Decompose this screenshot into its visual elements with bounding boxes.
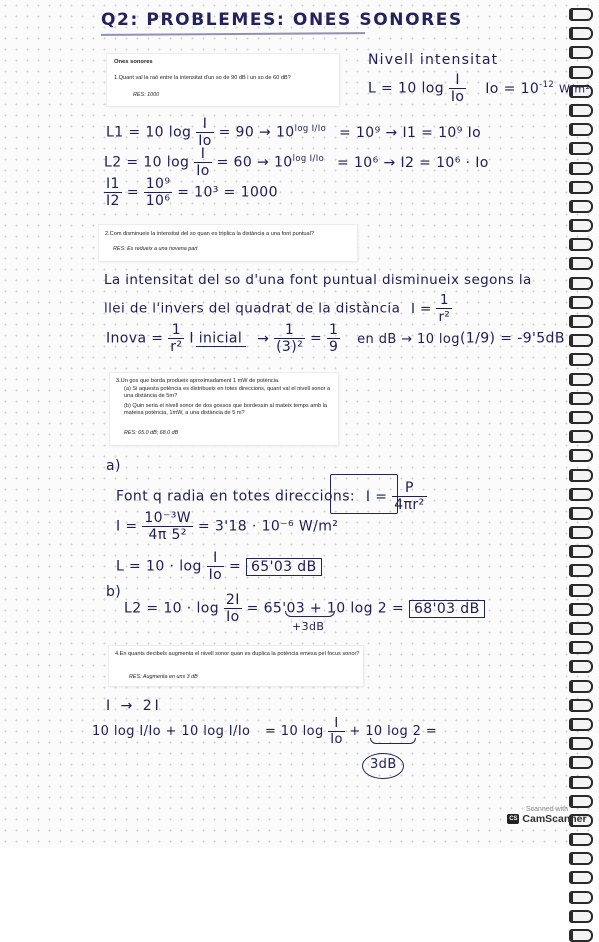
spiral-binding (569, 8, 595, 798)
nivell-fraction (449, 72, 467, 105)
camscanner-brand (505, 813, 589, 825)
l-result: 65'03 dB (246, 558, 322, 576)
work3-l: L = 10 · log $\frac{I}{Io}$ = 65'03 dB (116, 550, 322, 583)
inova-num: 1 (168, 322, 184, 339)
problem-2-card (99, 225, 357, 261)
camscanner-watermark (505, 806, 589, 836)
problem-1-answer: RES: 1000 (133, 92, 160, 98)
nivell-formula (368, 72, 590, 105)
law-den: r² (438, 309, 451, 325)
page-title: Q2: PROBLEMES: ONES SONORES (101, 10, 463, 30)
work4-part-c: + 10 log 2 = (349, 724, 438, 739)
work1-l1-rest: = 90 → 10 (218, 124, 295, 141)
p-den: 4πr² (394, 497, 425, 513)
l2-lhs: L2 = 10 · log (124, 600, 220, 617)
t-den: (3)² (276, 339, 304, 355)
work1-l1-exp: log I/Io (294, 122, 327, 133)
work2-inova (106, 322, 565, 355)
i-lhs: I = (116, 518, 138, 535)
ratio-lhs-num: I1 (106, 176, 120, 192)
nivell-label: Nivell intensitat (368, 52, 499, 68)
p-num: P (392, 480, 426, 497)
font-text: Font q radia en totes direccions: (116, 488, 356, 505)
camscanner-logo-icon: CS (509, 816, 518, 822)
p-lhs: I = (365, 488, 388, 505)
db-label: en dB → 10 log (357, 331, 460, 347)
io-exponent: -12 (539, 78, 555, 89)
log2-brace (285, 611, 335, 617)
l2-result: 68'03 dB (409, 600, 485, 618)
law-num: 1 (436, 292, 452, 309)
work2-line2 (104, 292, 452, 325)
t-eq: = (309, 330, 323, 347)
i-result: = 3'18 · 10⁻⁶ W/m² (197, 518, 339, 535)
work1-l2-lhs: L2 = 10 log (104, 154, 190, 171)
work1-ratio: $\frac{I1}{I2}$ = $\frac{\text{10⁹}}{\text{10⁶}}$ = 10³ = 1000 (106, 176, 278, 209)
problem-1-heading: Ones sonores (114, 59, 153, 65)
io-unit: W/m² (558, 82, 591, 96)
l-lhs: L = 10 · log (116, 558, 202, 575)
i-den: 4π 5² (148, 527, 187, 543)
i-num: 10⁻³W (144, 510, 192, 526)
work4-answer: 3dB (370, 757, 397, 772)
nivell-formula-lhs: L = 10 log (368, 80, 445, 97)
t2-num: 1 (328, 322, 339, 338)
problem-3-part-a: (a) Si aquesta potència es distribueix en totes direccions, quant val el nivell sonor a una distància de 5m? (124, 386, 331, 400)
ratio-rhs-den: 10⁶ (145, 193, 171, 209)
l2-mid: = 65'03 + (246, 600, 323, 617)
l-num: I (207, 550, 225, 567)
inova-lhs: Inova = (106, 330, 164, 347)
problem-3-card (110, 373, 338, 445)
l2-den: Io (226, 609, 240, 625)
scanned-with-text: Scanned with (525, 806, 569, 813)
ratio-result: = 10³ = 1000 (177, 184, 278, 201)
inicial: I inicial (189, 330, 243, 347)
problem-3-question: 3.Un gos que borda produeix aproximadament 1 mW de potència. (116, 378, 280, 384)
inova-den: r² (170, 339, 183, 355)
work3-a: a) (106, 458, 121, 474)
l2-log: 10 log 2 (326, 600, 388, 617)
problem-1-card (107, 54, 339, 106)
camscanner-name: CamScanner (522, 813, 587, 825)
law-lhs: I = (410, 300, 432, 317)
p-formula-box (330, 474, 398, 514)
db-arg: (1/9) (459, 330, 496, 347)
work4-brace (370, 738, 416, 744)
t-num: 1 (274, 322, 305, 339)
work1-l2-end: = 10⁶ → I2 = 10⁶ · Io (337, 154, 489, 171)
work1-l1-lhs: L1 = 10 log (106, 124, 192, 141)
problem-3-part-b: (b) Quin seria el nivell sonor de dos gossos que bordessin al mateix temps amb la mateixa potència, 1mW, a una distància de 5 m? (124, 403, 328, 417)
work2-line1: La intensitat del so d'una font puntual disminueix segons la (104, 272, 532, 288)
work3-b: b) (106, 584, 122, 600)
problem-4-answer: RES: Augmenta en uns 3 dB (129, 674, 198, 680)
work4-part-a: 10 log I/Io + 10 log I/Io (92, 724, 251, 739)
t2-den: 9 (328, 339, 339, 355)
io-value: Io = 10 (485, 80, 540, 97)
problem-4-question: 4.En quants decibels augmenta el nivell sonor quan es duplica la potència emesa pel focus sonor? (115, 651, 360, 657)
plus-3db: +3dB (292, 620, 325, 633)
work4-den: Io (330, 732, 343, 747)
inicial-underline (196, 344, 246, 347)
problem-4-card (109, 646, 363, 686)
db-result: = -9'5dB (500, 330, 565, 347)
ratio-lhs-den: I2 (106, 193, 120, 209)
ratio-rhs-num: 10⁹ (145, 176, 171, 192)
problem-3-answer: RES: 65.0 dB; 68.0 dB (124, 430, 179, 436)
work3-i (116, 510, 338, 543)
nivell-num: I (449, 72, 467, 89)
problem-2-answer: RES: Es redueix a una novena part (113, 246, 198, 252)
l-den: Io (208, 567, 223, 583)
nivell-den: Io (450, 89, 465, 105)
work1-l1-end: = 10⁹ → I1 = 10⁹ Io (339, 124, 482, 141)
work2-line2-text: llei de l'invers del quadrat de la distància (104, 300, 401, 317)
problem-2-question: 2.Com disminueix la intensitat del so quan es triplica la distància a una font puntual? (105, 231, 314, 237)
title-underline (101, 32, 365, 36)
work1-l2: L2 = 10 log $\frac{I}{Io}$ = $60 \to 10^{log I/Io} = 10^6 \to I2 = 10^6 \cdot Io$ (104, 146, 489, 179)
work1-l2-exp: log I/Io (292, 152, 325, 163)
l2-num: 2I (225, 592, 240, 608)
work4-line1: I → 2I (106, 698, 162, 714)
arrow: → (257, 330, 270, 347)
work4-part-b: = 10 log (264, 724, 324, 739)
work1-l2-rest: = 60 → 10 (216, 154, 293, 171)
problem-1-question: 1.Quant val la raó entre la intensitat d'un so de 90 dB i un so de 60 dB? (114, 75, 291, 81)
work4-num: I (328, 716, 345, 732)
work3-l2: L2 = 10 · log $\frac{2I}{Io}$ = 65'03 + 10 log 2 = 68'03 dB (124, 592, 485, 625)
work1-l1: L1 = 10 log $\frac{I}{Io}$ = $90 \to 10^{log I/Io} = 10^9 \to I1 = 10^9$ Io (106, 116, 482, 149)
